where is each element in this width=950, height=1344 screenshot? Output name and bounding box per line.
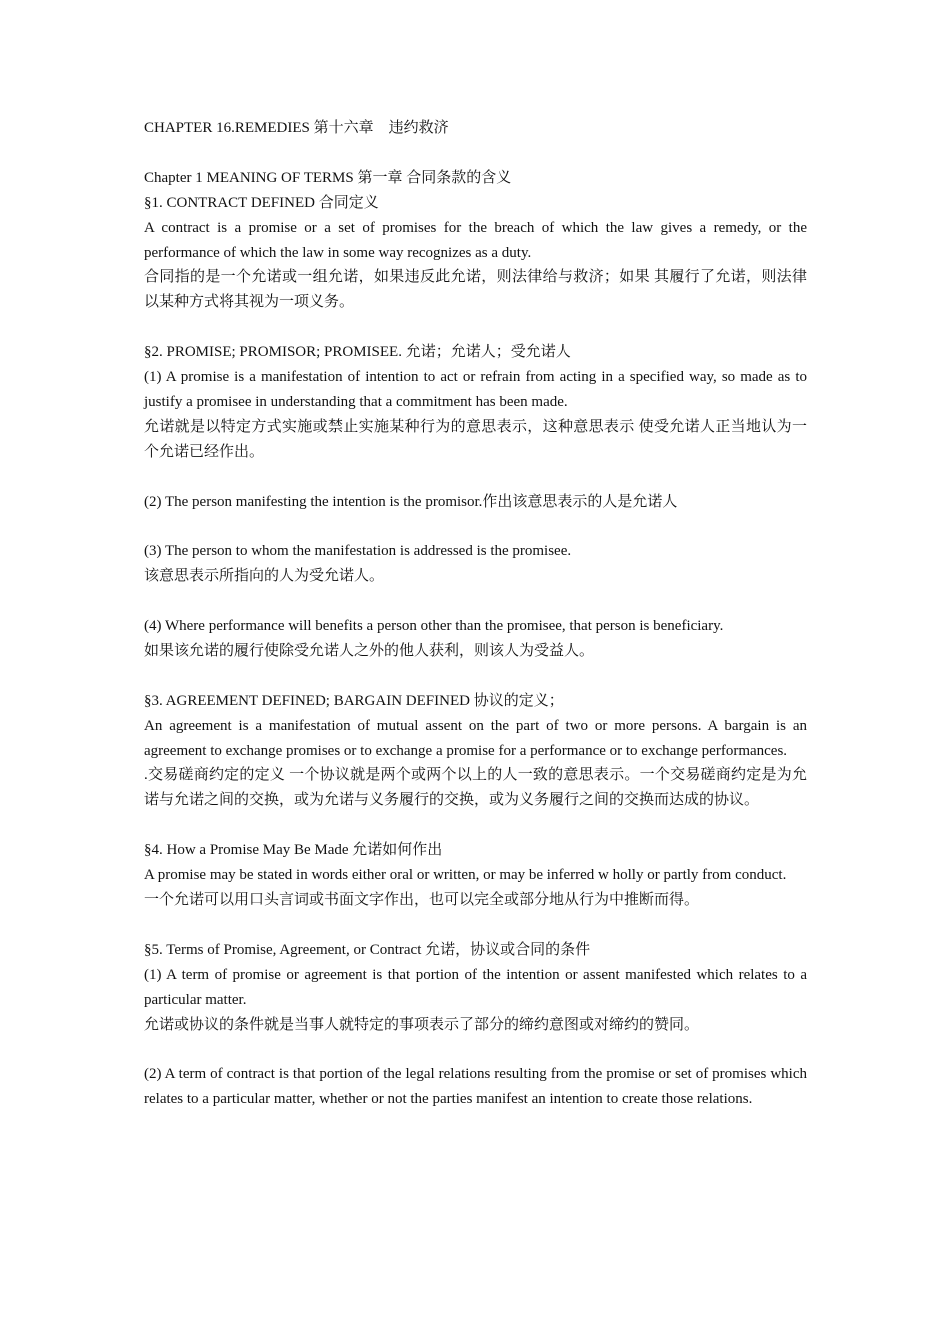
s2-p3-english: (3) The person to whom the manifestation is addressed is the promisee.: [144, 543, 572, 560]
s2-p4-chinese: 如果该允诺的履行使除受允诺人之外的他人获利，则该人为受益人。: [144, 642, 595, 659]
document-page: [144, 116, 807, 1112]
s5-heading: §5. Terms of Promise, Agreement, or Contract 允诺，协议或合同的条件: [144, 941, 591, 958]
s2-heading: §2. PROMISE; PROMISOR; PROMISEE. 允诺；允诺人；受允诺人: [144, 344, 571, 361]
s2-p1-english: (1) A promise is a manifestation of intention to act or refrain from acting in a specified way, so made as to justify a promisee in understanding that a commitment has been made.: [144, 369, 807, 410]
s5-p1-chinese: 允诺或协议的条件就是当事人就特定的事项表示了部分的缔约意图或对缔约的赞同。: [144, 1016, 700, 1033]
s5-p1-english: (1) A term of promise or agreement is that portion of the intention or assent manifested which relates to a particular matter.: [144, 966, 807, 1008]
s4-heading: §4. How a Promise May Be Made 允诺如何作出: [144, 842, 443, 859]
s1-chinese: 合同指的是一个允诺或一组允诺，如果违反此允诺，则法律给与救济；如果 其履行了允诺，则法律以某种方式将其视为一项义务。: [144, 269, 807, 311]
s4-chinese: 一个允诺可以用口头言词或书面文字作出，也可以完全或部分地从行为中推断而得。: [144, 891, 700, 908]
s3-chinese: .交易磋商约定的定义 一个协议就是两个或两个以上的人一致的意思表示。一个交易磋商约定是为允诺与允诺之间的交换，或为允诺与义务履行的交换，或为义务履行之间的交换而达成的协议。: [144, 767, 807, 809]
spacer: [144, 141, 807, 166]
spacer: [144, 813, 807, 838]
s3-english: An agreement is a manifestation of mutual assent on the part of two or more persons. A bargain is an agreement to exchange promises or to exchange a promise for a performance or to exchange performances.: [144, 717, 807, 759]
s1-heading: §1. CONTRACT DEFINED 合同定义: [144, 194, 379, 211]
s1-english: A contract is a promise or a set of promises for the breach of which the law gives a remedy, or the performance of which the law in some way recognizes as a duty.: [144, 219, 807, 261]
s5-p2-english: (2) A term of contract is that portion of the legal relations resulting from the promise or set of promises which relates to a particular matter, whether or not the parties manifest an intention to create those relations.: [144, 1066, 807, 1108]
s3-heading: §3. AGREEMENT DEFINED; BARGAIN DEFINED 协议的定义；: [144, 692, 564, 709]
s2-p1-chinese: 允诺就是以特定方式实施或禁止实施某种行为的意思表示，这种意思表示 使受允诺人正当地认为一个允诺已经作出。: [144, 418, 807, 460]
spacer: [144, 913, 807, 938]
section-title: Chapter 1 MEANING OF TERMS 第一章 合同条款的含义: [144, 169, 512, 186]
spacer: [144, 664, 807, 689]
s4-english: A promise may be stated in words either oral or written, or may be inferred w holly or partly from conduct.: [144, 867, 787, 884]
spacer: [144, 315, 807, 340]
spacer: [144, 514, 807, 539]
s2-p4-english: (4) Where performance will benefits a person other than the promisee, that person is beneficiary.: [144, 618, 724, 635]
spacer: [144, 465, 807, 490]
s2-p3-chinese: 该意思表示所指向的人为受允诺人。: [144, 568, 385, 585]
s2-p2: (2) The person manifesting the intention is the promisor.作出该意思表示的人是允诺人: [144, 493, 678, 510]
spacer: [144, 1037, 807, 1062]
chapter-title: CHAPTER 16.REMEDIES 第十六章 违约救济: [144, 120, 449, 136]
spacer: [144, 589, 807, 614]
